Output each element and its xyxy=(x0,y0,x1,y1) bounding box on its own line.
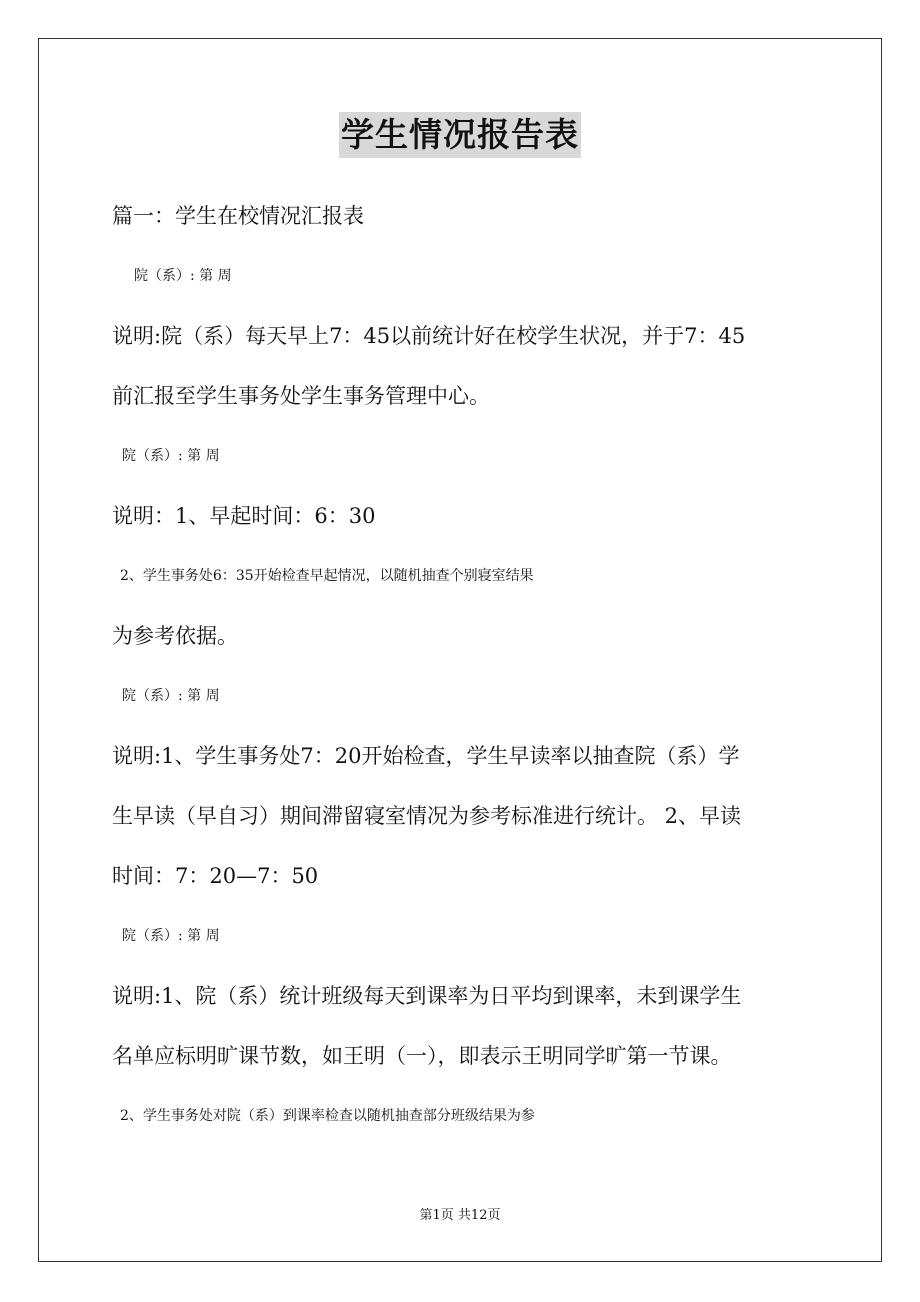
note-line: 说明:1、学生事务处7：20开始检查，学生早读率以抽查院（系）学 xyxy=(112,744,740,768)
department-week-line: 院（系）: 第 周 xyxy=(122,928,220,944)
note-line: 时间：7：20—7：50 xyxy=(112,864,319,888)
department-week-line: 院（系）: 第 周 xyxy=(122,448,220,464)
section-heading: 篇一：学生在校情况汇报表 xyxy=(112,204,364,228)
title-container xyxy=(0,112,920,158)
note-line: 2、学生事务处6：35开始检查早起情况，以随机抽查个别寝室结果 xyxy=(120,568,534,584)
note-line: 生早读（早自习）期间滞留寝室情况为参考标准进行统计。 2、早读 xyxy=(112,804,742,828)
note-line: 说明:院（系）每天早上7：45以前统计好在校学生状况，并于7：45 xyxy=(112,324,746,348)
department-week-line: 院（系）: 第 周 xyxy=(134,268,232,284)
department-week-line: 院（系）: 第 周 xyxy=(122,688,220,704)
note-line: 2、学生事务处对院（系）到课率检查以随机抽查部分班级结果为参 xyxy=(120,1108,535,1124)
note-line: 为参考依据。 xyxy=(112,624,238,648)
note-line: 说明:1、院（系）统计班级每天到课率为日平均到课率，未到课学生 xyxy=(112,984,742,1008)
note-line: 名单应标明旷课节数，如王明（一），即表示王明同学旷第一节课。 xyxy=(112,1044,732,1068)
page-number-footer: 第1页 共12页 xyxy=(419,1208,501,1223)
note-line: 前汇报至学生事务处学生事务管理中心。 xyxy=(112,384,490,408)
note-line: 说明：1、早起时间：6：30 xyxy=(112,504,376,528)
document-title: 学生情况报告表 xyxy=(339,112,581,158)
